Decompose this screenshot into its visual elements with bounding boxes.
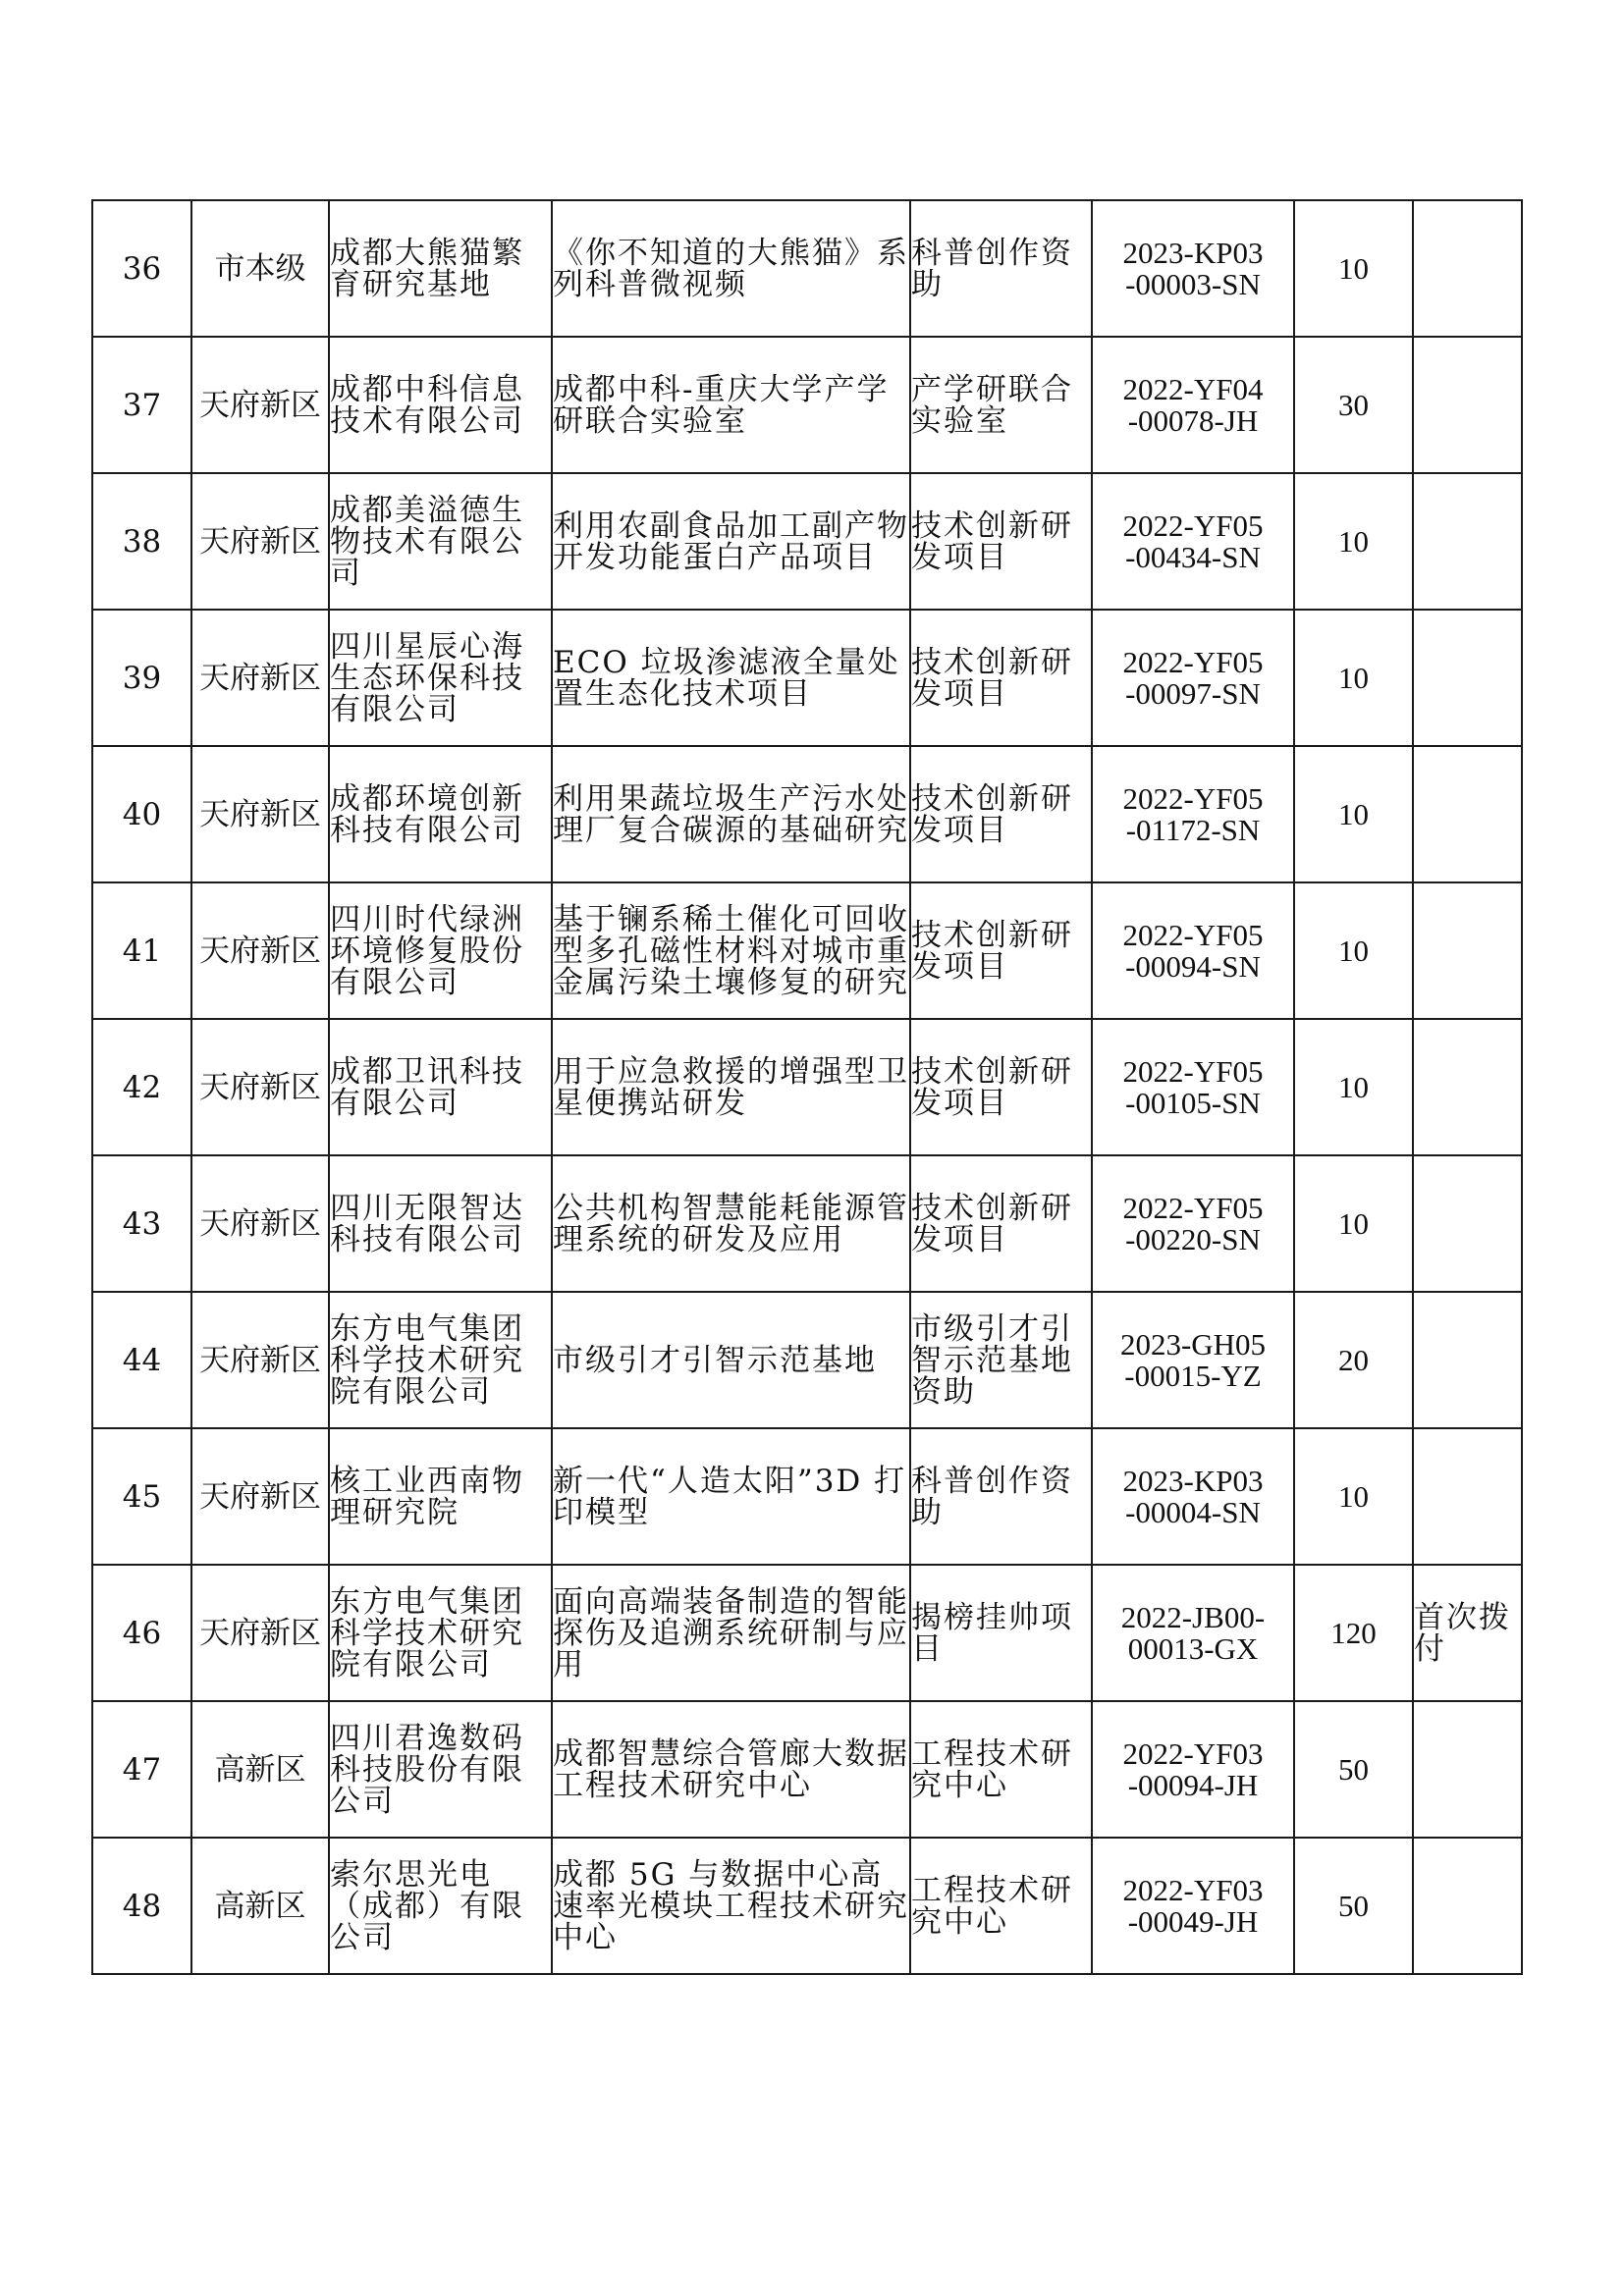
note-cell — [1413, 200, 1522, 337]
unit-cell — [329, 337, 552, 473]
project-name-cell — [552, 882, 910, 1019]
unit-cell — [329, 1428, 552, 1565]
project-name-text: 基于镧系稀土催化可回收型多孔磁性材料对城市重金属污染土壤修复的研究 — [553, 901, 909, 1000]
category-cell — [910, 1019, 1092, 1155]
row-number-cell — [92, 610, 191, 746]
region-cell — [191, 337, 329, 473]
amount-text: 120 — [1330, 1615, 1377, 1650]
unit-text: 东方电气集团科学技术研究院有限公司 — [330, 1583, 524, 1682]
region-text: 天府新区 — [199, 660, 321, 696]
row-number-text: 46 — [122, 1615, 162, 1651]
table-row — [92, 746, 1522, 882]
region-cell — [191, 473, 329, 610]
project-code-cell — [1092, 1019, 1294, 1155]
amount-cell — [1294, 1428, 1413, 1565]
note-cell — [1413, 1565, 1522, 1701]
region-text: 天府新区 — [199, 1205, 321, 1242]
region-text: 市本级 — [214, 250, 306, 287]
note-cell — [1413, 1428, 1522, 1565]
note-cell — [1413, 882, 1522, 1019]
amount-text: 10 — [1338, 1069, 1369, 1104]
region-text: 天府新区 — [199, 1069, 321, 1105]
unit-text: 索尔思光电（成都）有限公司 — [330, 1856, 524, 1955]
project-name-text: 用于应急救援的增强型卫星便携站研发 — [553, 1053, 909, 1121]
unit-text: 成都卫讯科技有限公司 — [330, 1053, 524, 1121]
note-cell — [1413, 1701, 1522, 1838]
category-text: 技术创新研发项目 — [911, 507, 1073, 575]
project-name-cell — [552, 473, 910, 610]
project-code-text: -00094-SN — [1125, 948, 1261, 984]
project-name-text: 市级引才引智示范基地 — [553, 1342, 877, 1378]
table-row — [92, 1155, 1522, 1292]
unit-cell — [329, 1838, 552, 1974]
unit-text: 成都环境创新科技有限公司 — [330, 780, 524, 848]
amount-text: 10 — [1338, 933, 1369, 968]
project-code-cell — [1092, 1838, 1294, 1974]
region-cell — [191, 1155, 329, 1292]
region-text: 天府新区 — [199, 523, 321, 560]
row-number-cell — [92, 337, 191, 473]
region-text: 天府新区 — [199, 933, 321, 969]
project-code-text: -00097-SN — [1125, 675, 1261, 711]
unit-text: 成都中科信息技术有限公司 — [330, 371, 524, 439]
category-text: 技术创新研发项目 — [911, 1190, 1073, 1257]
region-text: 高新区 — [214, 1888, 306, 1924]
row-number-text: 43 — [122, 1205, 162, 1242]
table-row — [92, 473, 1522, 610]
category-text: 揭榜挂帅项目 — [911, 1599, 1073, 1667]
row-number-cell — [92, 473, 191, 610]
category-text: 工程技术研究中心 — [911, 1872, 1073, 1940]
project-code-text: -00434-SN — [1125, 539, 1261, 574]
category-cell — [910, 746, 1092, 882]
category-cell — [910, 1565, 1092, 1701]
unit-cell — [329, 746, 552, 882]
amount-text: 50 — [1338, 1751, 1369, 1787]
project-code-text: 2022-YF03 — [1122, 1872, 1264, 1907]
row-number-text: 42 — [122, 1069, 162, 1105]
row-number-cell — [92, 746, 191, 882]
note-cell — [1413, 746, 1522, 882]
project-name-text: 新一代“人造太阳”3D 打印模型 — [553, 1463, 907, 1530]
project-code-text: 2022-JB00- — [1120, 1599, 1266, 1634]
row-number-cell — [92, 1701, 191, 1838]
category-cell — [910, 1155, 1092, 1292]
note-cell — [1413, 1292, 1522, 1428]
category-text: 科普创作资助 — [911, 235, 1073, 302]
amount-cell — [1294, 882, 1413, 1019]
row-number-text: 39 — [122, 660, 162, 696]
funding-table — [91, 199, 1523, 1975]
project-name-cell — [552, 1019, 910, 1155]
project-name-cell — [552, 746, 910, 882]
unit-text: 四川时代绿洲环境修复股份有限公司 — [330, 901, 524, 1000]
row-number-text: 48 — [122, 1888, 162, 1924]
project-name-text: 利用果蔬垃圾生产污水处理厂复合碳源的基础研究 — [553, 780, 909, 848]
region-cell — [191, 200, 329, 337]
unit-text: 四川星辰心海生态环保科技有限公司 — [330, 628, 524, 727]
amount-cell — [1294, 1565, 1413, 1701]
project-code-cell — [1092, 746, 1294, 882]
note-text: 首次拨付 — [1414, 1599, 1511, 1667]
project-code-text: -00015-YZ — [1124, 1358, 1262, 1393]
amount-cell — [1294, 473, 1413, 610]
table-row — [92, 200, 1522, 337]
category-cell — [910, 882, 1092, 1019]
project-name-cell — [552, 200, 910, 337]
project-code-text: -00049-JH — [1127, 1903, 1259, 1939]
region-cell — [191, 1019, 329, 1155]
project-code-cell — [1092, 473, 1294, 610]
project-code-text: 2022-YF03 — [1122, 1735, 1264, 1771]
project-code-cell — [1092, 1701, 1294, 1838]
amount-text: 10 — [1338, 1478, 1369, 1514]
category-cell — [910, 337, 1092, 473]
region-text: 天府新区 — [199, 1615, 321, 1651]
unit-cell — [329, 610, 552, 746]
project-code-cell — [1092, 337, 1294, 473]
category-cell — [910, 473, 1092, 610]
region-cell — [191, 1838, 329, 1974]
unit-text: 核工业西南物理研究院 — [330, 1463, 524, 1530]
row-number-cell — [92, 1565, 191, 1701]
amount-text: 10 — [1338, 1205, 1369, 1241]
amount-text: 30 — [1338, 387, 1369, 422]
project-name-text: 公共机构智慧能耗能源管理系统的研发及应用 — [553, 1190, 909, 1257]
category-cell — [910, 1428, 1092, 1565]
project-code-text: 2022-YF05 — [1122, 1190, 1264, 1225]
project-code-text: 2022-YF05 — [1122, 644, 1264, 679]
region-text: 天府新区 — [199, 387, 321, 423]
project-name-cell — [552, 1292, 910, 1428]
table-row — [92, 610, 1522, 746]
row-number-cell — [92, 1155, 191, 1292]
project-name-text: 成都智慧综合管廊大数据工程技术研究中心 — [553, 1735, 909, 1803]
region-cell — [191, 610, 329, 746]
amount-cell — [1294, 1701, 1413, 1838]
amount-text: 10 — [1338, 660, 1369, 695]
project-name-cell — [552, 610, 910, 746]
project-code-text: -00078-JH — [1127, 402, 1259, 438]
unit-text: 成都美溢德生物技术有限公司 — [330, 492, 524, 591]
region-cell — [191, 1428, 329, 1565]
amount-cell — [1294, 200, 1413, 337]
note-cell — [1413, 1155, 1522, 1292]
row-number-cell — [92, 1838, 191, 1974]
project-code-cell — [1092, 1155, 1294, 1292]
amount-cell — [1294, 337, 1413, 473]
note-cell — [1413, 1019, 1522, 1155]
row-number-cell — [92, 200, 191, 337]
category-text: 技术创新研发项目 — [911, 917, 1073, 985]
note-cell — [1413, 473, 1522, 610]
project-name-cell — [552, 1155, 910, 1292]
amount-cell — [1294, 1292, 1413, 1428]
row-number-cell — [92, 1292, 191, 1428]
table-row — [92, 1838, 1522, 1974]
region-text: 天府新区 — [199, 1342, 321, 1378]
project-name-cell — [552, 1565, 910, 1701]
project-code-text: 2022-YF05 — [1122, 780, 1264, 816]
table-row — [92, 1019, 1522, 1155]
project-name-text: 利用农副食品加工副产物开发功能蛋白产品项目 — [553, 507, 909, 575]
project-code-text: 2022-YF04 — [1122, 371, 1264, 406]
unit-text: 四川君逸数码科技股份有限公司 — [330, 1720, 524, 1819]
amount-text: 10 — [1338, 796, 1369, 831]
category-text: 技术创新研发项目 — [911, 780, 1073, 848]
amount-cell — [1294, 1838, 1413, 1974]
table-row — [92, 1292, 1522, 1428]
project-name-cell — [552, 1701, 910, 1838]
row-number-text: 36 — [122, 250, 162, 287]
region-cell — [191, 746, 329, 882]
category-text: 技术创新研发项目 — [911, 644, 1073, 712]
project-code-cell — [1092, 882, 1294, 1019]
row-number-text: 47 — [122, 1751, 162, 1788]
category-cell — [910, 1701, 1092, 1838]
project-code-text: 2022-YF05 — [1122, 917, 1264, 952]
table-body — [92, 200, 1522, 1974]
amount-text: 10 — [1338, 250, 1369, 286]
category-text: 工程技术研究中心 — [911, 1735, 1073, 1803]
project-code-cell — [1092, 1292, 1294, 1428]
note-cell — [1413, 610, 1522, 746]
amount-cell — [1294, 610, 1413, 746]
project-name-text: ECO 垃圾渗滤液全量处置生态化技术项目 — [553, 644, 900, 712]
project-code-text: 2023-GH05 — [1119, 1326, 1267, 1362]
table-row — [92, 1428, 1522, 1565]
project-code-text: -01172-SN — [1125, 812, 1261, 847]
category-text: 市级引才引智示范基地资助 — [911, 1310, 1073, 1410]
project-name-cell — [552, 1838, 910, 1974]
note-cell — [1413, 337, 1522, 473]
project-code-text: -00105-SN — [1125, 1085, 1261, 1120]
region-text: 天府新区 — [199, 796, 321, 832]
category-text: 产学研联合实验室 — [911, 371, 1073, 439]
category-cell — [910, 1292, 1092, 1428]
category-cell — [910, 1838, 1092, 1974]
amount-cell — [1294, 1019, 1413, 1155]
project-code-text: 00013-GX — [1127, 1630, 1259, 1666]
row-number-cell — [92, 1019, 191, 1155]
row-number-text: 44 — [122, 1342, 162, 1378]
project-code-text: 2023-KP03 — [1122, 1463, 1264, 1498]
row-number-cell — [92, 1428, 191, 1565]
project-code-cell — [1092, 1565, 1294, 1701]
unit-cell — [329, 1019, 552, 1155]
amount-cell — [1294, 746, 1413, 882]
note-cell — [1413, 1838, 1522, 1974]
unit-cell — [329, 200, 552, 337]
project-code-text: -00003-SN — [1125, 266, 1261, 301]
unit-cell — [329, 1565, 552, 1701]
unit-text: 四川无限智达科技有限公司 — [330, 1190, 524, 1257]
amount-text: 20 — [1338, 1342, 1369, 1377]
region-cell — [191, 1701, 329, 1838]
project-code-text: -00220-SN — [1125, 1221, 1261, 1256]
row-number-text: 45 — [122, 1478, 162, 1515]
unit-cell — [329, 1155, 552, 1292]
unit-cell — [329, 473, 552, 610]
unit-cell — [329, 1701, 552, 1838]
project-code-cell — [1092, 1428, 1294, 1565]
project-name-text: 面向高端装备制造的智能探伤及追溯系统研制与应用 — [553, 1583, 909, 1682]
row-number-cell — [92, 882, 191, 1019]
region-text: 高新区 — [214, 1751, 306, 1788]
amount-text: 50 — [1338, 1888, 1369, 1923]
amount-cell — [1294, 1155, 1413, 1292]
table-row — [92, 1565, 1522, 1701]
region-cell — [191, 1292, 329, 1428]
unit-text: 东方电气集团科学技术研究院有限公司 — [330, 1310, 524, 1410]
project-code-text: -00094-JH — [1127, 1767, 1259, 1802]
project-code-text: -00004-SN — [1125, 1494, 1261, 1529]
project-code-text: 2023-KP03 — [1122, 235, 1264, 270]
unit-cell — [329, 882, 552, 1019]
unit-text: 成都大熊猫繁育研究基地 — [330, 235, 524, 302]
category-text: 科普创作资助 — [911, 1463, 1073, 1530]
amount-text: 10 — [1338, 523, 1369, 559]
category-cell — [910, 610, 1092, 746]
row-number-text: 37 — [122, 387, 162, 423]
project-code-text: 2022-YF05 — [1122, 1053, 1264, 1089]
project-name-text: 成都 5G 与数据中心高速率光模块工程技术研究中心 — [553, 1856, 909, 1955]
project-code-cell — [1092, 610, 1294, 746]
project-name-text: 成都中科-重庆大学产学研联合实验室 — [553, 371, 890, 439]
region-cell — [191, 882, 329, 1019]
table-row — [92, 1701, 1522, 1838]
table-row — [92, 882, 1522, 1019]
project-name-cell — [552, 337, 910, 473]
row-number-text: 41 — [122, 933, 162, 969]
project-code-text: 2022-YF05 — [1122, 507, 1264, 543]
region-cell — [191, 1565, 329, 1701]
row-number-text: 40 — [122, 796, 162, 832]
row-number-text: 38 — [122, 523, 162, 560]
category-cell — [910, 200, 1092, 337]
category-text: 技术创新研发项目 — [911, 1053, 1073, 1121]
region-text: 天府新区 — [199, 1478, 321, 1515]
project-name-text: 《你不知道的大熊猫》系列科普微视频 — [553, 235, 909, 302]
project-code-cell — [1092, 200, 1294, 337]
unit-cell — [329, 1292, 552, 1428]
table-row — [92, 337, 1522, 473]
project-name-cell — [552, 1428, 910, 1565]
